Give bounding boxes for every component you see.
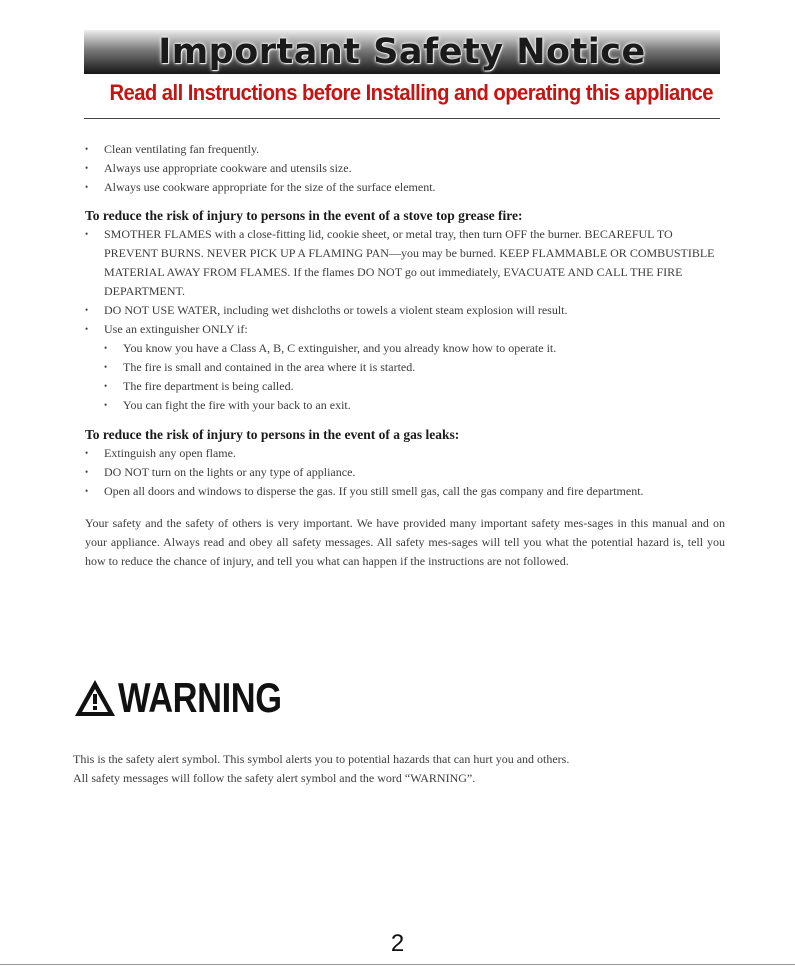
list-item: • Extinguish any open flame. bbox=[85, 444, 725, 463]
gas-leak-list bbox=[85, 444, 725, 501]
page-number: 2 bbox=[390, 930, 405, 957]
gas-leak-heading: To reduce the risk of injury to persons in the event of a gas leaks: bbox=[85, 427, 460, 442]
bottom-divider bbox=[0, 964, 795, 965]
grease-fire-heading: To reduce the risk of injury to persons in the event of a stove top grease fire: bbox=[85, 208, 523, 223]
list-item: • Always use appropriate cookware and utensils size. bbox=[85, 159, 725, 178]
list-item: • The fire is small and contained in the area where it is started. bbox=[85, 358, 725, 377]
warning-explanation bbox=[73, 750, 733, 788]
warning-label bbox=[73, 674, 318, 721]
list-item: • The fire department is being called. bbox=[85, 377, 725, 396]
page-subtitle: Read all Instructions before Installing and operating this appliance bbox=[109, 80, 713, 105]
warning-word: WARNING bbox=[118, 674, 282, 721]
safety-paragraph: Your safety and the safety of others is very important. We have provided many important safety mes-sages in this manual and on your appliance. Always read and obey all safety messages. All safety mes-sages will tell you what the potential hazard is, tell you how to reduce the chance of injury, and tell you what can happen if the instructions are not followed. bbox=[85, 516, 725, 568]
general-safety-list bbox=[85, 140, 725, 197]
warning-line: This is the safety alert symbol. This symbol alerts you to potential hazards that can hurt you and others. bbox=[73, 752, 570, 766]
list-item: • DO NOT turn on the lights or any type of appliance. bbox=[85, 463, 725, 482]
page-title: Important Safety Notice bbox=[158, 32, 646, 72]
list-item: • Open all doors and windows to disperse the gas. If you still smell gas, call the gas company and fire department. bbox=[85, 482, 725, 501]
grease-fire-list bbox=[85, 225, 725, 339]
list-item: • Always use cookware appropriate for the size of the surface element. bbox=[85, 178, 725, 197]
header-banner bbox=[84, 30, 720, 74]
header-divider bbox=[84, 118, 720, 119]
list-item: • SMOTHER FLAMES with a close-fitting lid, cookie sheet, or metal tray, then turn OFF the burner. BECAREFUL TO PREVENT BURNS. NEVER PICK UP A FLAMING PAN—you may be burned. KEEP FLAMMABLE OR COMBUSTIBLE MATERIAL AWAY FROM FLAMES. If the flames DO NOT go out immediately, EVACUATE AND CALL THE FIRE DEPARTMENT. bbox=[85, 225, 725, 301]
list-item: • You know you have a Class A, B, C extinguisher, and you already know how to operate it. bbox=[85, 339, 725, 358]
list-item: • Clean ventilating fan frequently. bbox=[85, 140, 725, 159]
extinguisher-conditions-list bbox=[85, 339, 725, 415]
warning-line: All safety messages will follow the safety alert symbol and the word “WARNING”. bbox=[73, 771, 476, 785]
list-item: • You can fight the fire with your back to an exit. bbox=[85, 396, 725, 415]
list-item: • DO NOT USE WATER, including wet dishcloths or towels a violent steam explosion will result. bbox=[85, 301, 725, 320]
list-item: • Use an extinguisher ONLY if: bbox=[85, 320, 725, 339]
safety-content bbox=[85, 140, 725, 571]
warning-triangle-icon bbox=[73, 678, 117, 718]
